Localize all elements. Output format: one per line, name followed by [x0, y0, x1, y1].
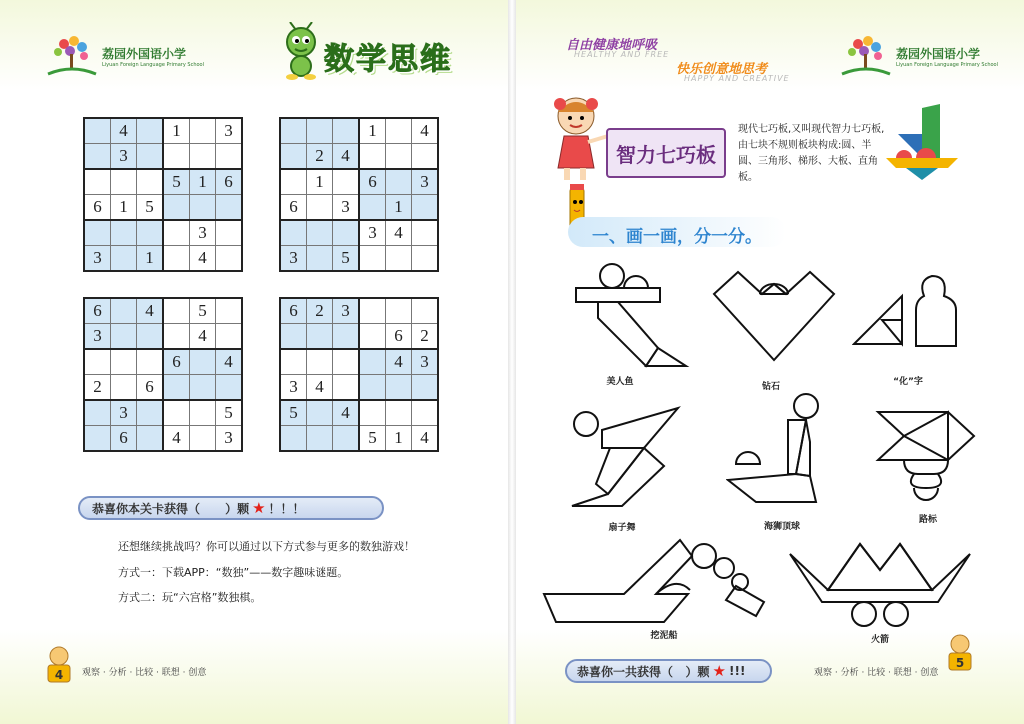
sudoku-cell[interactable]: 2: [307, 144, 333, 170]
sudoku-cell[interactable]: [386, 169, 412, 195]
sudoku-cell[interactable]: [307, 426, 333, 452]
sudoku-cell[interactable]: [280, 144, 307, 170]
sudoku-cell[interactable]: 4: [412, 426, 439, 452]
sudoku-cell[interactable]: [190, 375, 216, 401]
sudoku-cell[interactable]: [190, 195, 216, 221]
sudoku-cell[interactable]: [137, 324, 164, 350]
sudoku-row: [280, 298, 438, 324]
sudoku-cell[interactable]: [163, 298, 190, 324]
sea-lion-label: 海狮顶球: [763, 522, 801, 532]
sudoku-cell[interactable]: 5: [137, 195, 164, 221]
sudoku-cell[interactable]: [190, 426, 216, 452]
sudoku-cell[interactable]: 5: [163, 169, 190, 195]
rocket-label: 火箭: [870, 635, 890, 645]
page-title: 数学思维: [324, 42, 452, 77]
sudoku-cell[interactable]: [359, 144, 386, 170]
sudoku-row: [84, 144, 242, 170]
sudoku-cell[interactable]: [216, 195, 243, 221]
sudoku-cell[interactable]: [137, 400, 164, 426]
sudoku-row: [84, 324, 242, 350]
sudoku-cell[interactable]: [216, 375, 243, 401]
sudoku-cell[interactable]: [280, 118, 307, 144]
challenge-text: 还想继续挑战吗？你可以通过以下方式参与更多的数独游戏！: [118, 540, 415, 553]
ant-mascot-icon: [276, 22, 328, 80]
reward-banner: [78, 496, 384, 520]
sudoku-cell[interactable]: [163, 220, 190, 246]
sudoku-cell[interactable]: 5: [216, 400, 243, 426]
sudoku-row: [84, 169, 242, 195]
sudoku-cell[interactable]: [111, 349, 137, 375]
sudoku-cell[interactable]: [190, 144, 216, 170]
sudoku-cell[interactable]: [84, 400, 111, 426]
sudoku-cell[interactable]: 3: [111, 144, 137, 170]
sudoku-cell[interactable]: 6: [386, 324, 412, 350]
hua-character-figure: [852, 270, 970, 362]
sudoku-cell[interactable]: [307, 324, 333, 350]
sudoku-cell[interactable]: [386, 144, 412, 170]
tree-logo-icon: [46, 34, 98, 78]
tree-logo-icon: [840, 34, 892, 78]
sudoku-cell[interactable]: [333, 324, 360, 350]
sudoku-row: [84, 220, 242, 246]
sudoku-cell[interactable]: [216, 246, 243, 272]
slogan-health: 自由健康地呼吸: [566, 38, 658, 53]
sudoku-cell[interactable]: 1: [359, 118, 386, 144]
sudoku-row: [280, 169, 438, 195]
sudoku-row: [280, 324, 438, 350]
sudoku-cell[interactable]: [280, 169, 307, 195]
sudoku-cell[interactable]: [137, 220, 164, 246]
sudoku-grid-2: [279, 117, 439, 272]
page-number-right: 5: [955, 656, 965, 670]
sudoku-cell[interactable]: [111, 246, 137, 272]
tangram-intro: 现代七巧板,又叫现代智力七巧板,由七块不规则板块构成:圆、半圆、三角形、梯形、大板、直角板。: [738, 124, 885, 183]
sudoku-cell[interactable]: 3: [216, 118, 243, 144]
sudoku-cell[interactable]: [137, 144, 164, 170]
sudoku-cell[interactable]: [359, 375, 386, 401]
sudoku-cell[interactable]: [163, 246, 190, 272]
school-logo-right: [840, 34, 998, 78]
sudoku-cell[interactable]: [412, 144, 439, 170]
sudoku-row: [280, 144, 438, 170]
sudoku-cell[interactable]: [412, 298, 439, 324]
sudoku-cell[interactable]: 3: [190, 220, 216, 246]
sudoku-cell[interactable]: [190, 118, 216, 144]
slogan-happy-en: HAPPY AND CREATIVE: [684, 74, 790, 83]
sudoku-cell[interactable]: 4: [137, 298, 164, 324]
sudoku-cell[interactable]: [111, 324, 137, 350]
school-name-en: Liyuan Foreign Language Primary School: [896, 61, 998, 68]
sudoku-cell[interactable]: [84, 118, 111, 144]
method-one-text: 方式一：下载APP：“数独”——数字趣味谜题。: [118, 566, 349, 579]
sudoku-cell[interactable]: [84, 169, 111, 195]
sudoku-cell[interactable]: [359, 195, 386, 221]
sudoku-cell[interactable]: [412, 400, 439, 426]
sudoku-cell[interactable]: 4: [412, 118, 439, 144]
sudoku-cell[interactable]: [333, 220, 360, 246]
footer-keywords-right: 观察 · 分析 · 比较 · 联想 · 创意: [814, 668, 939, 678]
sudoku-cell[interactable]: [84, 220, 111, 246]
sudoku-row: [84, 375, 242, 401]
footer-keywords-left: 观察 · 分析 · 比较 · 联想 · 创意: [82, 668, 207, 678]
sudoku-cell[interactable]: [84, 144, 111, 170]
rocket-figure: [788, 542, 972, 634]
sudoku-cell[interactable]: [307, 118, 333, 144]
sudoku-cell[interactable]: [111, 169, 137, 195]
sudoku-cell[interactable]: [280, 426, 307, 452]
fan-dance-label: 扇子舞: [608, 523, 636, 533]
sudoku-cell[interactable]: [333, 426, 360, 452]
sudoku-cell[interactable]: 3: [280, 246, 307, 272]
sudoku-cell[interactable]: [307, 400, 333, 426]
total-reward-end: !!!: [729, 664, 746, 678]
tangram-boat-icon: [882, 102, 964, 184]
sudoku-cell[interactable]: 4: [190, 324, 216, 350]
sudoku-cell[interactable]: [163, 195, 190, 221]
excavator-figure: [540, 530, 780, 630]
sudoku-cell[interactable]: 6: [216, 169, 243, 195]
sudoku-cell[interactable]: 4: [216, 349, 243, 375]
sudoku-cell[interactable]: 6: [137, 375, 164, 401]
road-sign-label: 路标: [918, 515, 938, 525]
sudoku-row: [280, 118, 438, 144]
sudoku-cell[interactable]: [280, 324, 307, 350]
sea-lion-figure: [726, 392, 830, 514]
sudoku-cell[interactable]: [386, 298, 412, 324]
sudoku-cell[interactable]: [111, 220, 137, 246]
sudoku-cell[interactable]: 6: [359, 169, 386, 195]
sudoku-cell[interactable]: 1: [137, 246, 164, 272]
sudoku-cell[interactable]: 4: [333, 144, 360, 170]
sudoku-cell[interactable]: 3: [412, 349, 439, 375]
sudoku-row: [280, 246, 438, 272]
sudoku-cell[interactable]: [163, 400, 190, 426]
sudoku-cell[interactable]: [163, 375, 190, 401]
road-sign-figure: [874, 408, 980, 504]
sudoku-cell[interactable]: 4: [386, 220, 412, 246]
sudoku-cell[interactable]: 4: [190, 246, 216, 272]
sudoku-cell[interactable]: [216, 324, 243, 350]
sudoku-cell[interactable]: 1: [386, 426, 412, 452]
sudoku-cell[interactable]: [333, 169, 360, 195]
sudoku-cell[interactable]: 3: [280, 375, 307, 401]
sudoku-cell[interactable]: [280, 220, 307, 246]
sudoku-cell[interactable]: 3: [412, 169, 439, 195]
sudoku-row: [84, 118, 242, 144]
sudoku-row: [84, 298, 242, 324]
fan-dance-figure: [568, 402, 690, 516]
sudoku-cell[interactable]: 5: [333, 246, 360, 272]
reward-banner-text: 恭喜你本关卡获得（ ）颗: [92, 501, 250, 516]
sudoku-cell[interactable]: [386, 118, 412, 144]
sudoku-cell[interactable]: 6: [84, 298, 111, 324]
sudoku-row: [280, 220, 438, 246]
sudoku-cell[interactable]: [84, 426, 111, 452]
star-icon: ★: [252, 499, 266, 517]
sudoku-row: [84, 349, 242, 375]
sudoku-cell[interactable]: 3: [84, 324, 111, 350]
sudoku-cell[interactable]: [412, 375, 439, 401]
sudoku-cell[interactable]: 3: [111, 400, 137, 426]
sudoku-cell[interactable]: [137, 169, 164, 195]
sudoku-cell[interactable]: [216, 144, 243, 170]
sudoku-grid-1: [83, 117, 243, 272]
sudoku-grid-4: [279, 297, 439, 452]
sudoku-row: [280, 195, 438, 221]
page-gutter: [508, 0, 516, 724]
sudoku-cell[interactable]: 3: [84, 246, 111, 272]
sudoku-cell[interactable]: [412, 246, 439, 272]
sudoku-cell[interactable]: 5: [280, 400, 307, 426]
slogan-health-en: HEALTHY AND FREE: [574, 50, 670, 59]
sudoku-cell[interactable]: 2: [412, 324, 439, 350]
sudoku-cell[interactable]: 3: [333, 298, 360, 324]
sudoku-cell[interactable]: 1: [163, 118, 190, 144]
sudoku-cell[interactable]: 6: [111, 426, 137, 452]
sudoku-cell[interactable]: 1: [190, 169, 216, 195]
sudoku-row: [280, 349, 438, 375]
hua-label: “化”字: [893, 377, 923, 387]
sudoku-cell[interactable]: [216, 298, 243, 324]
sudoku-cell[interactable]: 4: [111, 118, 137, 144]
reward-banner-end: ！！！: [268, 501, 305, 516]
school-name-cn: 荔园外国语小学: [102, 46, 187, 61]
sudoku-cell[interactable]: 6: [84, 195, 111, 221]
sudoku-cell[interactable]: [307, 220, 333, 246]
method-two-text: 方式二：玩“六宫格”数独棋。: [118, 591, 262, 604]
sudoku-cell[interactable]: [163, 144, 190, 170]
sudoku-cell[interactable]: 4: [386, 349, 412, 375]
sudoku-cell[interactable]: [280, 349, 307, 375]
section-heading: 一、画一画，分一分。: [592, 227, 762, 247]
sudoku-cell[interactable]: [359, 246, 386, 272]
sudoku-cell[interactable]: 5: [190, 298, 216, 324]
mermaid-figure: [574, 262, 692, 380]
school-name-en: Liyuan Foreign Language Primary School: [102, 61, 204, 68]
page-number-kid-icon: [946, 634, 974, 672]
right-page: [516, 0, 1024, 724]
total-reward-banner: [565, 659, 772, 683]
sudoku-row: [84, 426, 242, 452]
sudoku-cell[interactable]: [163, 324, 190, 350]
sudoku-cell[interactable]: 5: [359, 426, 386, 452]
page-number-kid-icon: [45, 646, 73, 684]
sudoku-cell[interactable]: [359, 298, 386, 324]
school-logo: [46, 34, 204, 78]
sudoku-row: [84, 246, 242, 272]
sudoku-cell[interactable]: 2: [307, 298, 333, 324]
sudoku-cell[interactable]: 1: [386, 195, 412, 221]
sudoku-cell[interactable]: [307, 349, 333, 375]
slogan-happy: 快乐创意地思考: [676, 62, 768, 77]
excavator-label: 挖泥船: [650, 631, 678, 641]
sudoku-cell[interactable]: 3: [359, 220, 386, 246]
sudoku-cell[interactable]: 1: [307, 169, 333, 195]
sudoku-cell[interactable]: [386, 400, 412, 426]
sudoku-cell[interactable]: [190, 400, 216, 426]
sudoku-row: [280, 400, 438, 426]
sudoku-cell[interactable]: [190, 349, 216, 375]
diamond-label: 钻石: [761, 382, 781, 392]
sudoku-cell[interactable]: [386, 246, 412, 272]
sudoku-cell[interactable]: [137, 118, 164, 144]
sudoku-cell[interactable]: [216, 220, 243, 246]
sudoku-cell[interactable]: [137, 349, 164, 375]
school-name-cn: 荔园外国语小学: [896, 46, 981, 61]
sudoku-cell[interactable]: 4: [163, 426, 190, 452]
sudoku-cell[interactable]: [359, 400, 386, 426]
sudoku-cell[interactable]: 6: [280, 195, 307, 221]
sudoku-row: [280, 426, 438, 452]
sudoku-cell[interactable]: 3: [216, 426, 243, 452]
sudoku-cell[interactable]: [84, 349, 111, 375]
mermaid-label: 美人鱼: [606, 377, 634, 387]
sudoku-cell[interactable]: [333, 375, 360, 401]
page-number-left: 4: [54, 668, 64, 682]
sudoku-cell[interactable]: [412, 220, 439, 246]
girl-mascot-icon: [546, 92, 610, 184]
sudoku-cell[interactable]: [359, 324, 386, 350]
left-page: [0, 0, 508, 724]
tangram-title: 智力七巧板: [616, 142, 716, 167]
sudoku-cell[interactable]: 6: [280, 298, 307, 324]
sudoku-cell[interactable]: [307, 195, 333, 221]
sudoku-cell[interactable]: 2: [84, 375, 111, 401]
sudoku-cell[interactable]: [333, 349, 360, 375]
sudoku-cell[interactable]: [359, 349, 386, 375]
sudoku-cell[interactable]: [111, 375, 137, 401]
total-reward-text: 恭喜你一共获得（ ）颗: [577, 664, 710, 679]
diamond-figure: [712, 268, 836, 374]
sudoku-cell[interactable]: [412, 195, 439, 221]
sudoku-row: [84, 400, 242, 426]
sudoku-cell[interactable]: 4: [307, 375, 333, 401]
sudoku-cell[interactable]: 1: [111, 195, 137, 221]
sudoku-cell[interactable]: [111, 298, 137, 324]
sudoku-cell[interactable]: 6: [163, 349, 190, 375]
sudoku-cell[interactable]: 3: [333, 195, 360, 221]
sudoku-row: [280, 375, 438, 401]
sudoku-grid-3: [83, 297, 243, 452]
sudoku-cell[interactable]: [333, 118, 360, 144]
sudoku-cell[interactable]: 4: [333, 400, 360, 426]
sudoku-cell[interactable]: [386, 375, 412, 401]
sudoku-cell[interactable]: [307, 246, 333, 272]
tangram-title-box: [606, 128, 726, 178]
sudoku-row: [84, 195, 242, 221]
star-icon: ★: [712, 662, 726, 680]
sudoku-cell[interactable]: [137, 426, 164, 452]
